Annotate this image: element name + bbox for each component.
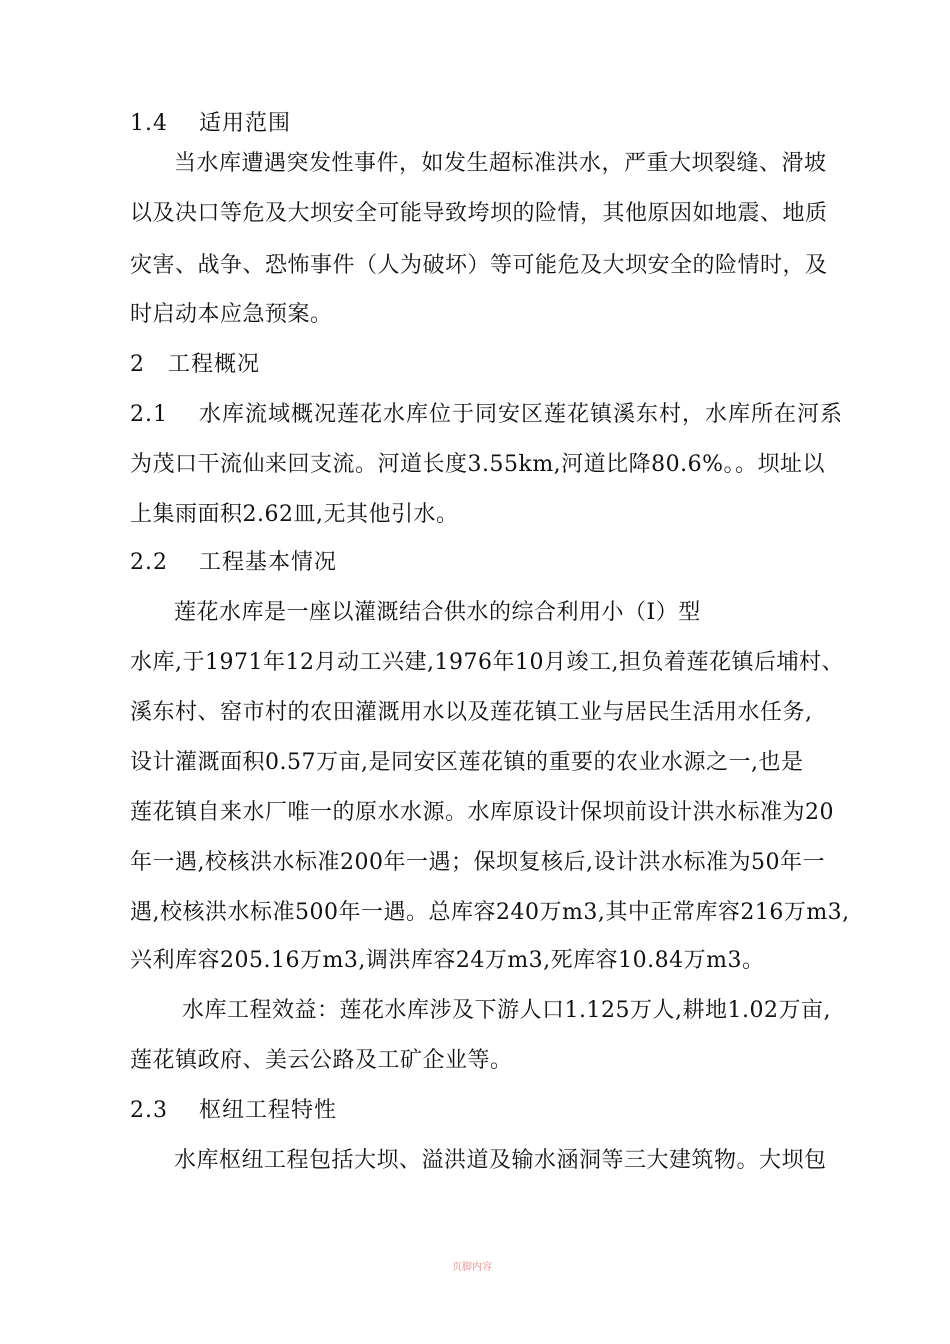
paragraph-line: 莲花水库是一座以灌溉结合供水的综合利用小（I）型 <box>174 600 701 625</box>
paragraph-line: 溪东村、窑市村的农田灌溉用水以及莲花镇工业与居民生活用水任务, <box>130 700 813 725</box>
paragraph-line: 水库,于1971年12月动工兴建,1976年10月竣工,担负着莲花镇后埔村、 <box>130 650 844 675</box>
paragraph-line: 水库枢纽工程包括大坝、溢洪道及输水涵洞等三大建筑物。大坝包 <box>174 1148 827 1173</box>
heading-1-4: 1.4 适用范围 <box>130 111 291 136</box>
paragraph-line: 兴利库容205.16万m3,调洪库容24万m3,死库容10.84万m3。 <box>130 948 765 973</box>
paragraph-line: 为茂口干流仙来回支流。河道长度3.55km,河道比降80.6%。。坝址以 <box>130 452 826 477</box>
heading-2-1: 2.1 水库流域概况莲花水库位于同安区莲花镇溪东村，水库所在河系 <box>130 402 843 427</box>
heading-2: 2 工程概况 <box>130 352 260 377</box>
paragraph-line: 设计灌溉面积0.57万亩,是同安区莲花镇的重要的农业水源之一,也是 <box>130 750 804 775</box>
heading-2-3: 2.3 枢纽工程特性 <box>130 1098 337 1123</box>
page-footer: 页脚内容 <box>452 1262 492 1273</box>
paragraph-line: 年一遇,校核洪水标准200年一遇；保坝复核后,设计洪水标准为50年一 <box>130 850 825 875</box>
heading-2-2: 2.2 工程基本情况 <box>130 550 337 575</box>
paragraph-line: 上集雨面积2.62皿,无其他引水。 <box>130 502 459 527</box>
paragraph-line: 以及决口等危及大坝安全可能导致垮坝的险情，其他原因如地震、地质 <box>130 201 828 226</box>
paragraph-line: 水库工程效益：莲花水库涉及下游人口1.125万人,耕地1.02万亩, <box>182 998 831 1023</box>
paragraph-line: 遇,校核洪水标准500年一遇。总库容240万m3,其中正常库容216万m3, <box>130 900 850 925</box>
paragraph-line: 莲花镇自来水厂唯一的原水水源。水库原设计保坝前设计洪水标准为20 <box>130 800 834 825</box>
paragraph-line: 时启动本应急预案。 <box>130 302 333 327</box>
paragraph-line: 当水库遭遇突发性事件，如发生超标准洪水，严重大坝裂缝、滑坡 <box>174 151 827 176</box>
paragraph-line: 莲花镇政府、美云公路及工矿企业等。 <box>130 1048 513 1073</box>
paragraph-line: 灾害、战争、恐怖事件（人为破坏）等可能危及大坝安全的险情时，及 <box>130 253 828 278</box>
